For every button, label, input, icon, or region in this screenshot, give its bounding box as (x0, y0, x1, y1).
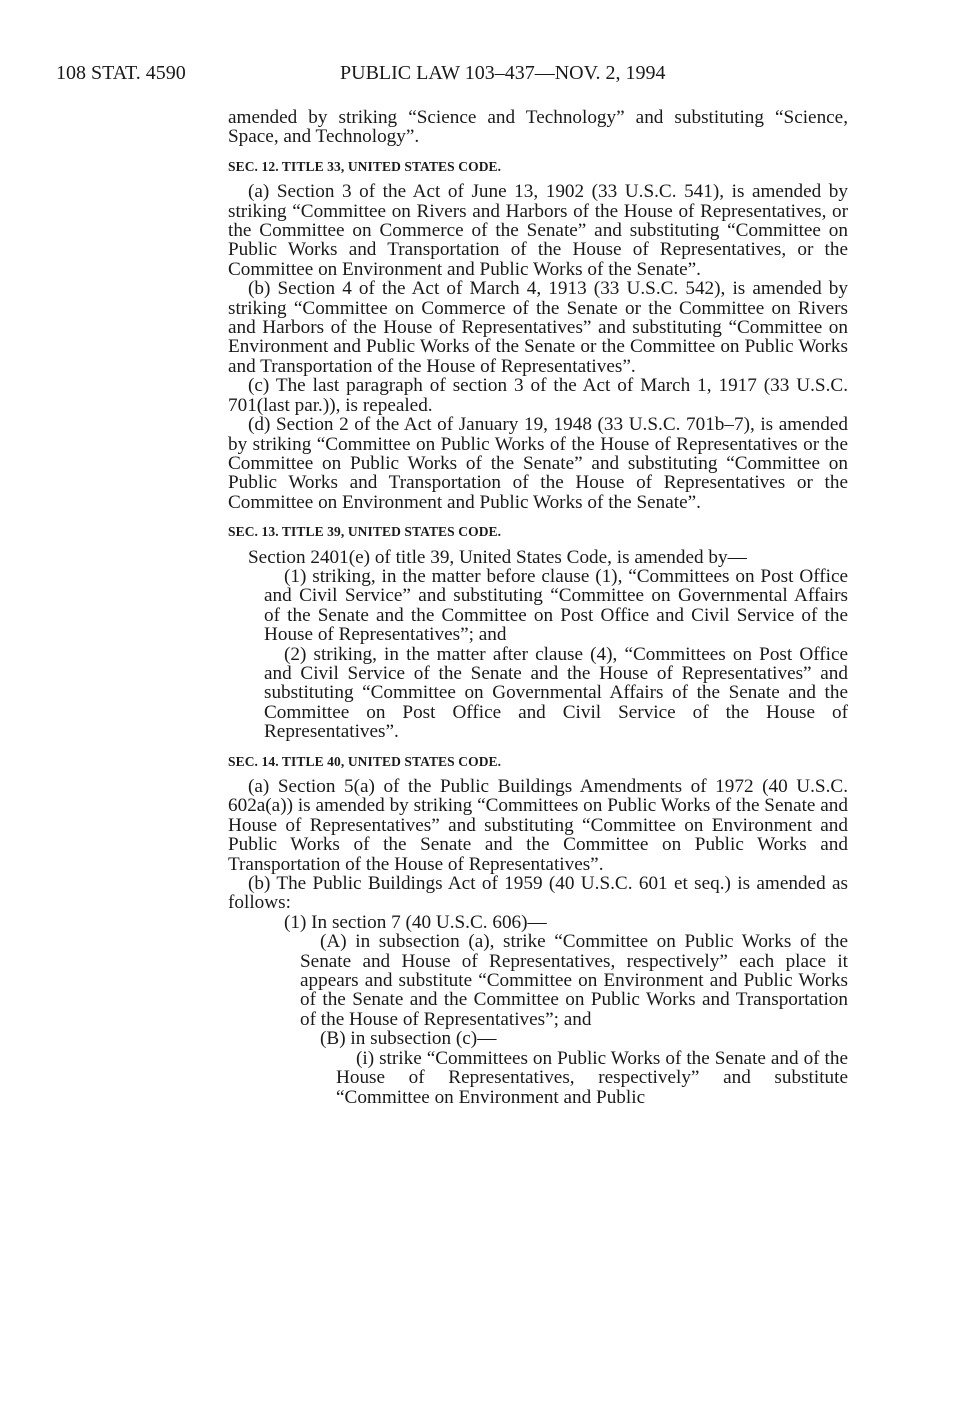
section-heading-14: SEC. 14. TITLE 40, UNITED STATES CODE. (228, 753, 502, 769)
subsection-12b: (b) Section 4 of the Act of March 4, 1913 (33 U.S.C. 542), is amended by striking “Committee on Commerce of the Senate or the Committee on Rivers and Harbors of the House of Representatives” and substituting “Committee on Environment and Public Works of the Senate or the Committee on Public Works and Transportation of the House of Representatives”. (228, 278, 848, 377)
section-heading-13: SEC. 13. TITLE 39, UNITED STATES CODE. (228, 524, 502, 540)
subsection-14a: (a) Section 5(a) of the Public Buildings Amendments of 1972 (40 U.S.C. 602a(a)) is amended by striking “Committees on Public Works of the Senate and House of Representatives” and substituting “Committee on Environment and Public Works of the Senate and the Committee on Public Works and Transportation of the House of Representatives”. (228, 776, 848, 875)
document-body (228, 108, 848, 1107)
subparagraph-14b-1-A: (A) in subsection (a), strike “Committee on Public Works of the Senate and House of Representatives, respectively” each place it appears and substitute “Committee on Environment and Public Works of the Senate and the Committee on Public Works and Transportation of the House of Representatives”; and (300, 931, 848, 1030)
subsection-12a: (a) Section 3 of the Act of June 13, 1902 (33 U.S.C. 541), is amended by striking “Committee on Rivers and Harbors of the House of Representatives, or the Committee on Commerce of the Senate” and substituting “Committee on Public Works and Transportation of the House of Representatives, or the Committee on Environment and Public Works of the Senate”. (228, 181, 848, 280)
clause-13-2: (2) striking, in the matter after clause (4), “Committees on Post Office and Civil Service of the Senate and the House of Representatives” and substituting “Committee on Governmental Affairs of the Senate and the Committee on Post Office and Civil Service of the House of Representatives”. (264, 643, 848, 743)
section-13-intro: Section 2401(e) of title 39, United States Code, is amended by— (248, 546, 747, 568)
subsection-14b: (b) The Public Buildings Act of 1959 (40 U.S.C. 601 et seq.) is amended as follows: (228, 873, 848, 914)
paragraph-14b-1: (1) In section 7 (40 U.S.C. 606)— (284, 911, 547, 933)
section-heading-12: SEC. 12. TITLE 33, UNITED STATES CODE. (228, 158, 502, 174)
page-header (0, 62, 958, 88)
subsection-12d: (d) Section 2 of the Act of January 19, 1948 (33 U.S.C. 701b–7), is amended by striking “Committee on Public Works of the House of Representatives or the Committee on Public Works of the Senate” and substituting “Committee on Public Works and Transportation of the House of Representatives or the Committee on Environment and Public Works of the Senate”. (228, 414, 848, 513)
clause-13-1: (1) striking, in the matter before clause (1), “Committees on Post Office and Civil Service” and substituting “Committee on Governmental Affairs of the Senate and the Committee on Post Office and Civil Service of the House of Representatives”; and (264, 565, 848, 646)
public-law-line: PUBLIC LAW 103–437—NOV. 2, 1994 (340, 62, 666, 84)
stat-page-reference: 108 STAT. 4590 (56, 62, 186, 84)
subparagraph-14b-1-B: (B) in subsection (c)— (320, 1028, 497, 1050)
paragraph-continuation: amended by striking “Science and Technology” and substituting “Science, Space, and Technology”. (228, 107, 848, 148)
clause-14b-1-B-i: (i) strike “Committees on Public Works of the Senate and of the House of Representatives, respectively” and substitute “Committee on Environment and Public (336, 1047, 848, 1108)
subsection-12c: (c) The last paragraph of section 3 of the Act of March 1, 1917 (33 U.S.C. 701(last par.)), is repealed. (228, 375, 848, 416)
